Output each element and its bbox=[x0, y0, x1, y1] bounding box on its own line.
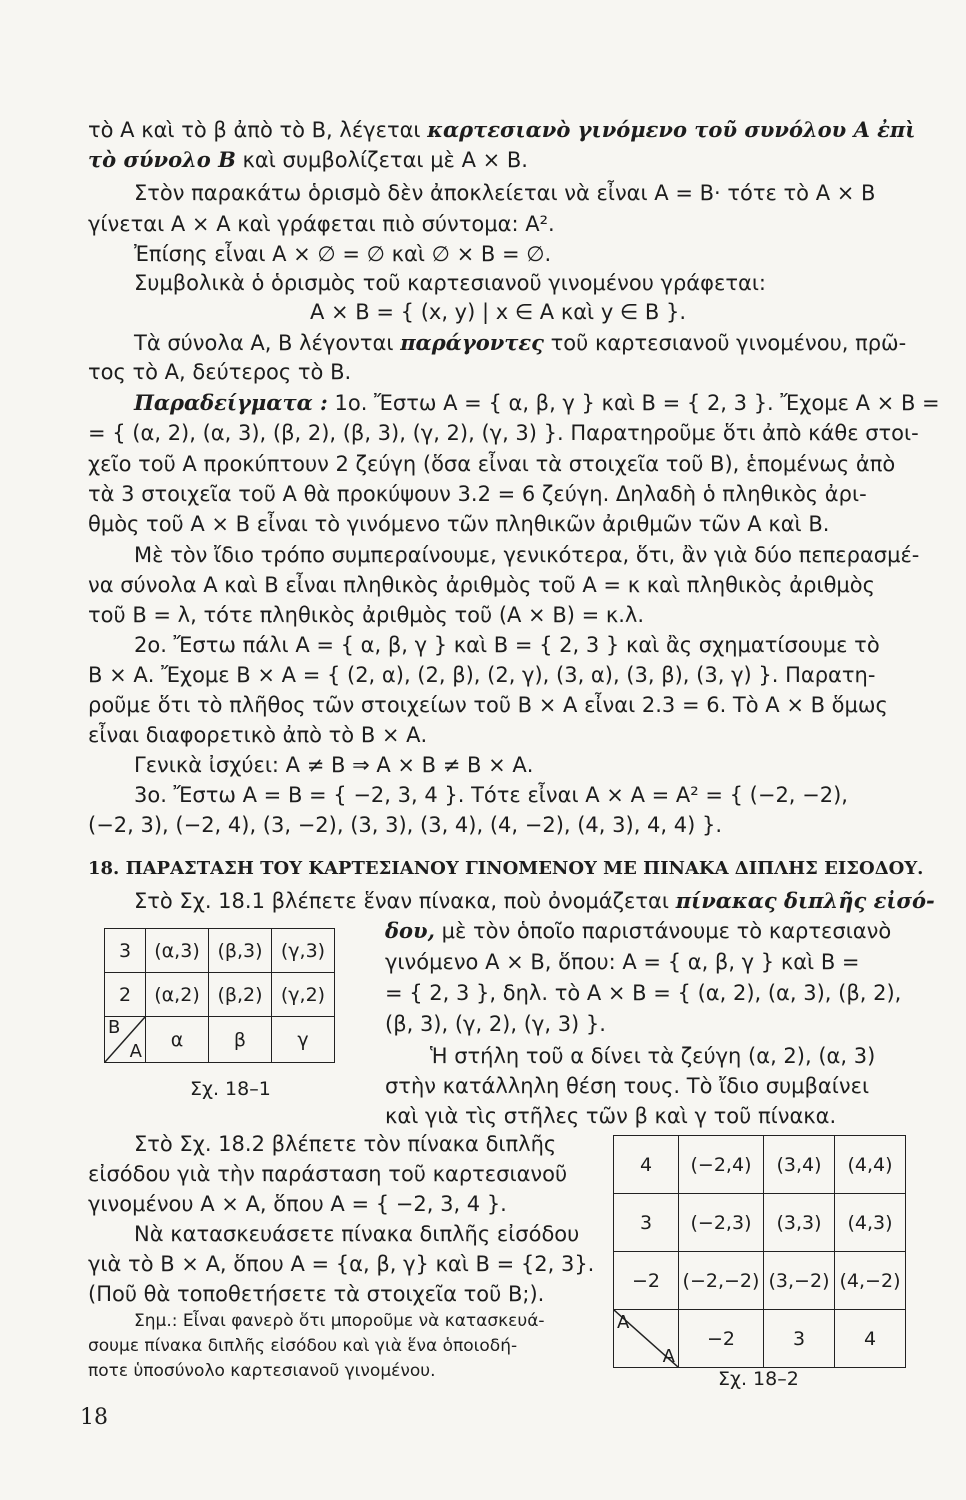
text-span: Ἡ στήλη τοῦ α δίνει τὰ ζεύγη (α, 2), (α, 3) bbox=[430, 1044, 876, 1068]
table-cell: (α,3) bbox=[146, 929, 209, 973]
text-line bbox=[88, 601, 644, 629]
text-line: Στὸ Σχ. 18.2 βλέπετε τὸν πίνακα διπλῆς bbox=[134, 1132, 557, 1156]
table-cell: (4,4) bbox=[835, 1136, 906, 1194]
text-line bbox=[88, 358, 351, 386]
table-cell: (−2,3) bbox=[679, 1194, 764, 1252]
table-cell: (3,3) bbox=[764, 1194, 835, 1252]
text-line bbox=[134, 541, 919, 569]
text-line bbox=[134, 329, 906, 357]
text-line bbox=[88, 510, 829, 538]
emphasized-term: τὸ σύνολο Β bbox=[88, 147, 236, 172]
row-header: 4 bbox=[614, 1136, 679, 1194]
text-line bbox=[385, 917, 891, 945]
corner-top-label: Β bbox=[108, 1017, 121, 1038]
page-number: 18 bbox=[80, 1405, 108, 1430]
text-line bbox=[88, 811, 722, 839]
text-line bbox=[134, 887, 935, 915]
corner-cell bbox=[614, 1310, 679, 1368]
text-span: 2ο. Ἔστω πάλι Α = { α, β, γ } καὶ Β = { 2, 3 } καὶ ἂς σχηματίσουμε τὸ bbox=[134, 633, 880, 657]
text-span: τοῦ Β = λ, τότε πληθικὸς ἀριθμὸς τοῦ (Α × Β) = κ.λ. bbox=[88, 603, 645, 627]
text-span: Συμβολικὰ ὁ ὁρισμὸς τοῦ καρτεσιανοῦ γινομένου γράφεται: bbox=[134, 271, 767, 295]
table-cell: (γ,3) bbox=[272, 929, 335, 973]
text-line bbox=[134, 269, 766, 297]
text-span: γινόμενο Α × Β, ὅπου: Α = { α, β, γ } καὶ Β = bbox=[385, 950, 860, 974]
text-line bbox=[88, 571, 875, 599]
text-span: ροῦμε ὅτι τὸ πλῆθος τῶν στοιχείων τοῦ Β × Α εἶναι 2.3 = 6. Τὸ Α × Β ὅμως bbox=[88, 693, 888, 717]
column-header: −2 bbox=[679, 1310, 764, 1368]
text-line bbox=[385, 1010, 606, 1038]
text-span: τὸ Α καὶ τὸ β ἀπὸ τὸ Β, λέγεται bbox=[88, 118, 428, 142]
text-line bbox=[134, 179, 875, 207]
text-span: 1ο. Ἔστω Α = { α, β, γ } καὶ Β = { 2, 3 }. Ἔχομε Α × Β = bbox=[327, 391, 940, 415]
section-heading: 18. ΠΑΡΑΣΤΑΣΗ ΤΟΥ ΚΑΡΤΕΣΙΑΝΟΥ ΓΙΝΟΜΕΝΟΥ ΜΕ ΠΙΝΑΚΑ ΔΙΠΛΗΣ ΕΙΣΟΔΟΥ. bbox=[88, 858, 924, 879]
emphasized-term: Παραδείγματα : bbox=[134, 390, 328, 415]
emphasized-term: πίνακας διπλῆς εἰσό- bbox=[675, 888, 935, 913]
text-line: Νὰ κατασκευάσετε πίνακα διπλῆς εἰσόδου bbox=[134, 1222, 580, 1246]
text-span: Τὰ σύνολα Α, Β λέγονται bbox=[134, 331, 401, 355]
table-cell: (β,2) bbox=[209, 973, 272, 1017]
text-line bbox=[385, 1102, 836, 1130]
corner-bottom-label: Α bbox=[662, 1346, 675, 1367]
text-line bbox=[88, 146, 528, 174]
text-span: = { 2, 3 }, δηλ. τὸ Α × Β = { (α, 2), (α, 3), (β, 2), bbox=[385, 981, 902, 1005]
double-entry-table-1 bbox=[104, 928, 335, 1063]
corner-top-label: Α bbox=[617, 1312, 630, 1333]
double-entry-table-2 bbox=[613, 1135, 906, 1368]
text-line: γιὰ τὸ Β × Α, ὅπου Α = {α, β, γ} καὶ Β = {2, 3}. bbox=[88, 1252, 595, 1276]
column-header: 4 bbox=[835, 1310, 906, 1368]
text-span: Στὸν παρακάτω ὁρισμὸ δὲν ἀποκλείεται νὰ εἶναι Α = Β· τότε τὸ Α × Β bbox=[134, 181, 876, 205]
text-line: ποτε ὑποσύνολο καρτεσιανοῦ γινομένου. bbox=[88, 1361, 436, 1381]
table-cell: (γ,2) bbox=[272, 973, 335, 1017]
column-header: β bbox=[209, 1017, 272, 1063]
corner-bottom-label: Α bbox=[129, 1041, 142, 1062]
text-line bbox=[88, 210, 555, 238]
text-span: (β, 3), (γ, 2), (γ, 3) }. bbox=[385, 1012, 606, 1036]
text-line: εἰσόδου γιὰ τὴν παράσταση τοῦ καρτεσιανοῦ bbox=[88, 1162, 568, 1186]
table-cell: (3,4) bbox=[764, 1136, 835, 1194]
text-line bbox=[310, 298, 686, 326]
row-header: 3 bbox=[614, 1194, 679, 1252]
text-span: Γενικὰ ἰσχύει: Α ≠ Β ⇒ Α × Β ≠ Β × Α. bbox=[134, 753, 534, 777]
row-header: 2 bbox=[105, 973, 146, 1017]
text-span: Στὸ Σχ. 18.1 βλέπετε ἕναν πίνακα, ποὺ ὀνομάζεται bbox=[134, 889, 676, 913]
table-cell: (α,2) bbox=[146, 973, 209, 1017]
text-span: χεῖο τοῦ Α προκύπτουν 2 ζεύγη (ὅσα εἶναι τὰ στοιχεῖα τοῦ Β), ἑπομένως ἀπὸ bbox=[88, 452, 896, 476]
text-span: γίνεται Α × Α καὶ γράφεται πιὸ σύντομα: Α². bbox=[88, 212, 555, 236]
text-span: τος τὸ Α, δεύτερος τὸ Β. bbox=[88, 360, 352, 384]
text-span: 3ο. Ἔστω Α = Β = { −2, 3, 4 }. Τότε εἶναι Α × Α = Α² = { (−2, −2), bbox=[134, 783, 848, 807]
table-cell: (−2,4) bbox=[679, 1136, 764, 1194]
text-line bbox=[88, 480, 867, 508]
text-span: στὴν κατάλληλη θέση τους. Τὸ ἴδιο συμβαίνει bbox=[385, 1074, 870, 1098]
text-span: (−2, 3), (−2, 4), (3, −2), (3, 3), (3, 4), (4, −2), (4, 3), 4, 4) }. bbox=[88, 813, 723, 837]
emphasized-term: δου, bbox=[385, 918, 435, 943]
text-span: καὶ γιὰ τὶς στῆλες τῶν β καὶ γ τοῦ πίνακα. bbox=[385, 1104, 837, 1128]
table-cell: (3,−2) bbox=[764, 1252, 835, 1310]
row-header: 3 bbox=[105, 929, 146, 973]
text-span: θμὸς τοῦ Α × Β εἶναι τὸ γινόμενο τῶν πληθικῶν ἀριθμῶν τῶν Α καὶ Β. bbox=[88, 512, 830, 536]
text-span: μὲ τὸν ὁποῖο παριστάνουμε τὸ καρτεσιανὸ bbox=[434, 919, 892, 943]
table-cell: (−2,−2) bbox=[679, 1252, 764, 1310]
text-line bbox=[385, 948, 860, 976]
text-line bbox=[134, 240, 551, 268]
text-line bbox=[385, 1072, 869, 1100]
text-line bbox=[88, 450, 895, 478]
text-line bbox=[88, 721, 427, 749]
text-span: καὶ συμβολίζεται μὲ Α × Β. bbox=[235, 148, 528, 172]
table-cell: (β,3) bbox=[209, 929, 272, 973]
text-line: γινομένου Α × Α, ὅπου Α = { −2, 3, 4 }. bbox=[88, 1192, 507, 1216]
corner-cell bbox=[105, 1017, 146, 1063]
text-span: Α × Β = { (x, y) | x ∈ Α καὶ y ∈ Β }. bbox=[310, 300, 687, 324]
text-line bbox=[88, 691, 888, 719]
figure-caption-2: Σχ. 18–2 bbox=[718, 1368, 799, 1390]
text-line bbox=[88, 661, 875, 689]
text-span: Ἐπίσης εἶναι Α × ∅ = ∅ καὶ ∅ × Β = ∅. bbox=[134, 242, 552, 266]
text-span: τὰ 3 στοιχεῖα τοῦ Α θὰ προκύψουν 3.2 = 6 ζεύγη. Δηλαδὴ ὁ πληθικὸς ἀρι- bbox=[88, 482, 867, 506]
text-line: (Ποῦ θὰ τοποθετήσετε τὰ στοιχεῖα τοῦ Β;). bbox=[88, 1282, 545, 1306]
column-header: γ bbox=[272, 1017, 335, 1063]
text-span: Β × Α. Ἔχομε Β × Α = { (2, α), (2, β), (2, γ), (3, α), (3, β), (3, γ) }. Παρατη- bbox=[88, 663, 876, 687]
text-span: εἶναι διαφορετικὸ ἀπὸ τὸ Β × Α. bbox=[88, 723, 428, 747]
column-header: α bbox=[146, 1017, 209, 1063]
emphasized-term: καρτεσιανὸ γινόμενο τοῦ συνόλου Α ἐπὶ bbox=[427, 117, 916, 142]
text-span: = { (α, 2), (α, 3), (β, 2), (β, 3), (γ, 2), (γ, 3) }. Παρατηροῦμε ὅτι ἀπὸ κάθε στοι- bbox=[88, 421, 919, 445]
column-header: 3 bbox=[764, 1310, 835, 1368]
row-header: −2 bbox=[614, 1252, 679, 1310]
text-line bbox=[134, 631, 880, 659]
emphasized-term: παράγοντες bbox=[400, 330, 544, 355]
text-line bbox=[134, 781, 848, 809]
text-line: σουμε πίνακα διπλῆς εἰσόδου καὶ γιὰ ἕνα ὁποιοδή- bbox=[88, 1336, 518, 1356]
text-line bbox=[134, 389, 940, 417]
table-cell: (4,3) bbox=[835, 1194, 906, 1252]
table-cell: (4,−2) bbox=[835, 1252, 906, 1310]
text-line bbox=[385, 979, 901, 1007]
figure-caption-1: Σχ. 18–1 bbox=[190, 1078, 271, 1100]
text-line: Σημ.: Εἶναι φανερὸ ὅτι μποροῦμε νὰ κατασκευά- bbox=[134, 1311, 545, 1331]
text-line bbox=[88, 116, 915, 144]
text-span: Μὲ τὸν ἴδιο τρόπο συμπεραίνουμε, γενικότερα, ὅτι, ἂν γιὰ δύο πεπερασμέ- bbox=[134, 543, 920, 567]
text-line bbox=[134, 751, 533, 779]
text-line bbox=[88, 419, 919, 447]
text-span: να σύνολα Α καὶ Β εἶναι πληθικὸς ἀριθμὸς τοῦ Α = κ καὶ πληθικὸς ἀριθμὸς bbox=[88, 573, 875, 597]
text-line bbox=[430, 1042, 875, 1070]
text-span: τοῦ καρτεσιανοῦ γινομένου, πρῶ- bbox=[543, 331, 907, 355]
